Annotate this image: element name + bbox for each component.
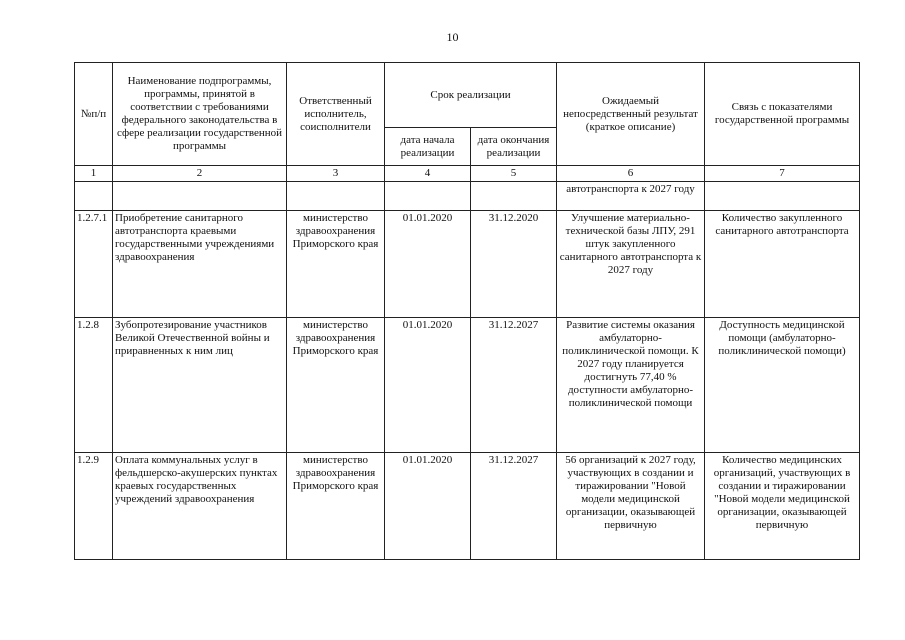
header-row-1	[75, 63, 860, 128]
program-table	[74, 62, 860, 560]
continuation-result: автотранспорта к 2027 году	[557, 182, 705, 211]
row-indicator: Доступность медицинской помощи (амбулаторно-поликлинической помощи)	[705, 318, 860, 453]
row-start-date: 01.01.2020	[385, 211, 471, 318]
table-row	[75, 453, 860, 560]
row-start-date: 01.01.2020	[385, 318, 471, 453]
column-number: 7	[705, 166, 860, 182]
header-name: Наименование подпрограммы, программы, принятой в соответствии с требованиями федерального законодательства в сфере реализации государственной программы	[113, 63, 287, 166]
row-executor: министерство здравоохранения Приморского края	[287, 453, 385, 560]
column-number: 1	[75, 166, 113, 182]
page-number: 10	[446, 30, 459, 44]
column-number: 4	[385, 166, 471, 182]
row-start-date: 01.01.2020	[385, 453, 471, 560]
row-name: Оплата коммунальных услуг в фельдшерско-акушерских пунктах краевых государственных учреждений здравоохранения	[113, 453, 287, 560]
header-result: Ожидаемый непосредственный результат (краткое описание)	[557, 63, 705, 166]
row-number: 1.2.7.1	[75, 211, 113, 318]
row-end-date: 31.12.2020	[471, 211, 557, 318]
column-number: 5	[471, 166, 557, 182]
row-result: Развитие системы оказания амбулаторно-поликлинической помощи. К 2027 году планируется достигнуть 77,40 % доступности амбулаторно-поликлинической помощи	[557, 318, 705, 453]
column-number: 6	[557, 166, 705, 182]
row-result: 56 организаций к 2027 году, участвующих в создании и тиражировании "Новой модели медицинской организации, оказывающей первичную	[557, 453, 705, 560]
row-name: Приобретение санитарного автотранспорта краевыми государственными учреждениями здравоохранения	[113, 211, 287, 318]
row-executor: министерство здравоохранения Приморского края	[287, 211, 385, 318]
table-row	[75, 211, 860, 318]
header-executor: Ответственный исполнитель, соисполнители	[287, 63, 385, 166]
table-row	[75, 318, 860, 453]
header-indicator: Связь с показателями государственной программы	[705, 63, 860, 166]
header-num: №п/п	[75, 63, 113, 166]
header-period: Срок реализации	[385, 63, 557, 128]
header-end-date: дата окончания реализации	[471, 128, 557, 166]
row-number: 1.2.8	[75, 318, 113, 453]
header-start-date: дата начала реализации	[385, 128, 471, 166]
row-end-date: 31.12.2027	[471, 453, 557, 560]
row-name: Зубопротезирование участников Великой Отечественной войны и приравненных к ним лиц	[113, 318, 287, 453]
column-number: 3	[287, 166, 385, 182]
column-numbers-row	[75, 166, 860, 182]
continuation-row	[75, 182, 860, 211]
row-number: 1.2.9	[75, 453, 113, 560]
row-end-date: 31.12.2027	[471, 318, 557, 453]
row-indicator: Количество закупленного санитарного автотранспорта	[705, 211, 860, 318]
column-number: 2	[113, 166, 287, 182]
row-result: Улучшение материально-технической базы ЛПУ, 291 штук закупленного санитарного автотранспорта к 2027 году	[557, 211, 705, 318]
row-executor: министерство здравоохранения Приморского края	[287, 318, 385, 453]
row-indicator: Количество медицинских организаций, участвующих в создании и тиражировании "Новой модели медицинской организации, оказывающей первичную	[705, 453, 860, 560]
